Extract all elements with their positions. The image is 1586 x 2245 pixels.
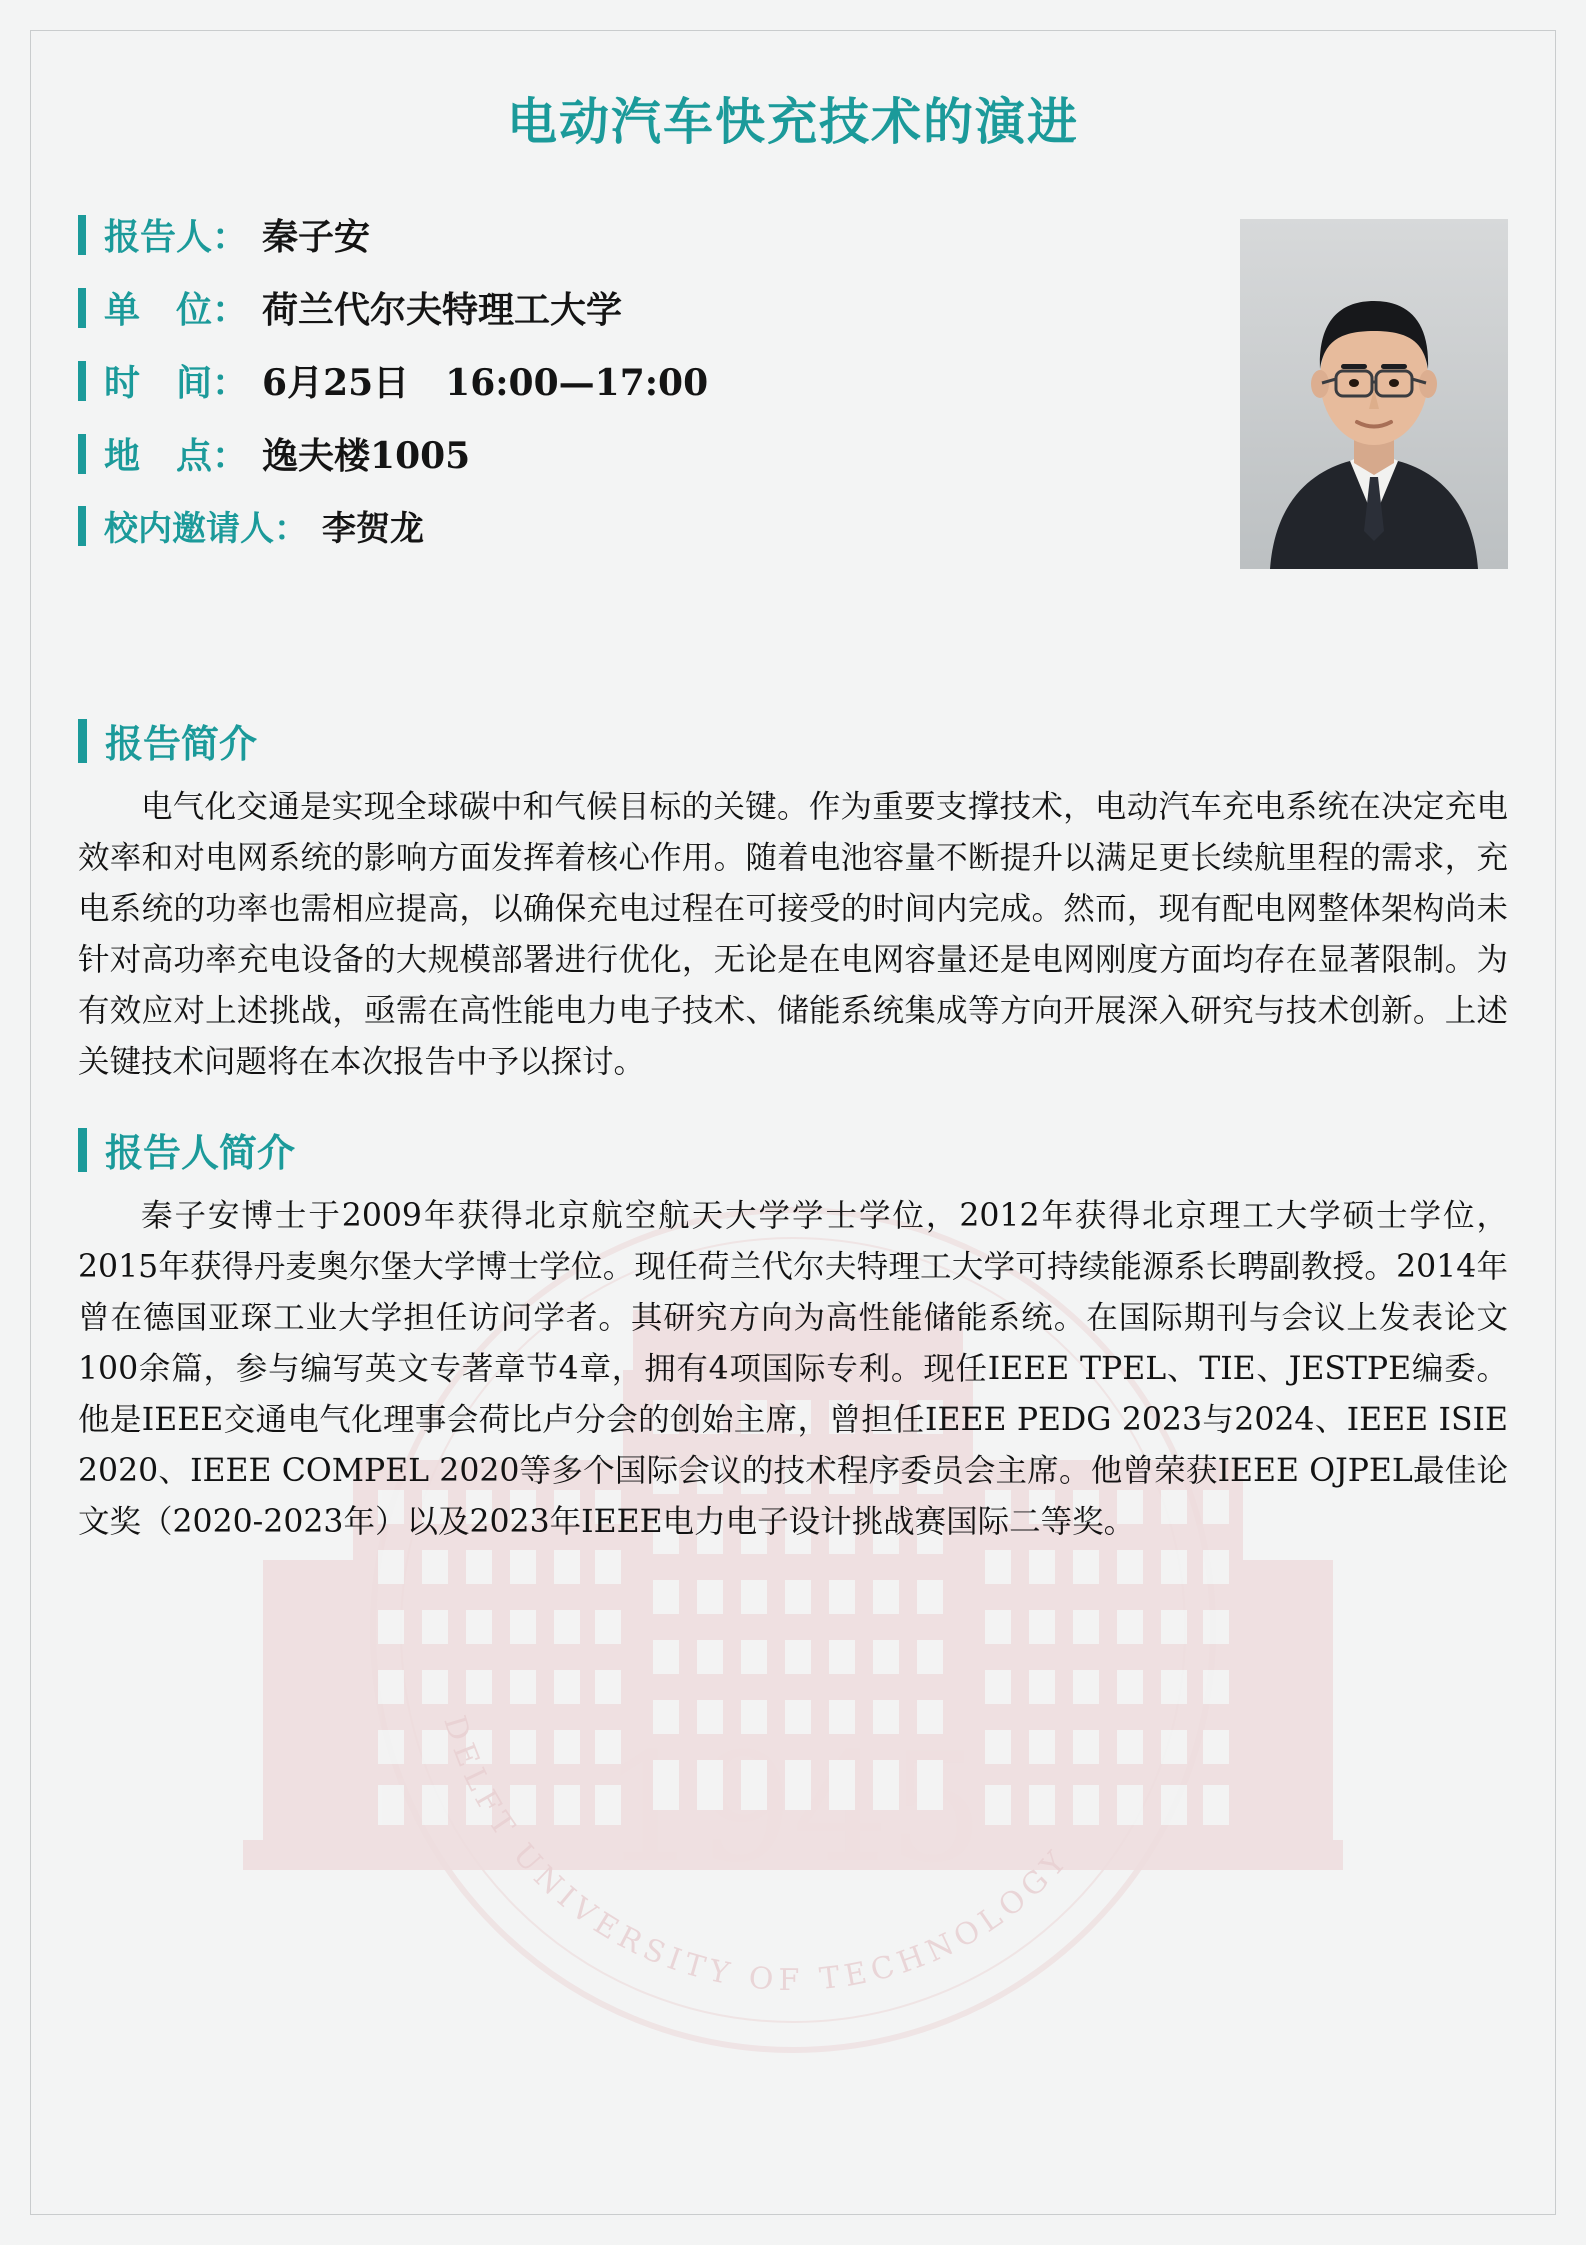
svg-text:1945: 1945 — [602, 1722, 984, 1896]
info-lines — [78, 209, 1058, 550]
bio-paragraph: 秦子安博士于2009年获得北京航空航天大学学士学位，2012年获得北京理工大学硕士学位，2015年获得丹麦奥尔堡大学博士学位。现任荷兰代尔夫特理工大学可持续能源系长聘副教授。2014年曾在德国亚琛工业大学担任访问学者。其研究方向为高性能储能系统。在国际期刊与会议上发表论文100余篇，参与编写英文专著章节4章，拥有4项国际专利。现任IEEE TPEL、TIE、JESTPE编委。他是IEEE交通电气化理事会荷比卢分会的创始主席，曾担任IEEE PEDG 2023与2024、IEEE ISIE 2020、IEEE COMPEL 2020等多个国际会议的技术程序委员会主席。他曾荣获IEEE OJPEL最佳论文奖（2020-2023年）以及2023年IEEE电力电子设计挑战赛国际二等奖。 — [78, 1198, 1508, 1541]
info-label-time: 时 间： — [104, 362, 249, 404]
info-row-location — [78, 428, 1058, 479]
svg-text:DELFT UNIVERSITY OF TECHNOLOGY — [436, 1712, 1077, 1998]
accent-bar-icon — [78, 719, 87, 763]
info-label-affiliation: 单 位： — [104, 289, 249, 331]
section-heading-abstract — [78, 713, 1508, 768]
section-heading-bio — [78, 1122, 1508, 1177]
info-row-affiliation — [78, 282, 1058, 333]
speaker-portrait — [1240, 219, 1508, 569]
info-value-affiliation: 荷兰代尔夫特理工大学 — [262, 289, 623, 331]
section-title-bio: 报告人简介 — [105, 1130, 296, 1176]
info-row-time — [78, 355, 1058, 406]
info-row-speaker — [78, 209, 1058, 260]
info-value-location: 逸夫楼1005 — [262, 435, 471, 477]
info-row-inviter — [78, 501, 1058, 550]
accent-bar-icon — [78, 506, 86, 546]
info-value-inviter: 李贺龙 — [322, 509, 424, 549]
page-title: 电动汽车快充技术的演进 — [507, 92, 1079, 151]
info-value-time: 6月25日 16:00—17:00 — [262, 362, 709, 404]
accent-bar-icon — [78, 361, 86, 401]
accent-bar-icon — [78, 1128, 87, 1172]
abstract-paragraph: 电气化交通是实现全球碳中和气候目标的关键。作为重要支撑技术，电动汽车充电系统在决定充电效率和对电网系统的影响方面发挥着核心作用。随着电池容量不断提升以满足更长续航里程的需求，充电系统的功率也需相应提高，以确保充电过程在可接受的时间内完成。然而，现有配电网整体架构尚未针对高功率充电设备的大规模部署进行优化，无论是在电网容量还是电网刚度方面均存在显著限制。为有效应对上述挑战，亟需在高性能电力电子技术、储能系统集成等方向开展深入研究与技术创新。上述关键技术问题将在本次报告中予以探讨。 — [78, 789, 1508, 1081]
info-value-speaker: 秦子安 — [262, 216, 371, 258]
speaker-info-block — [78, 209, 1508, 679]
accent-bar-icon — [78, 434, 86, 474]
info-label-inviter: 校内邀请人： — [104, 509, 308, 549]
section-title-abstract: 报告简介 — [105, 721, 258, 766]
accent-bar-icon — [78, 215, 86, 255]
info-label-speaker: 报告人： — [104, 216, 249, 258]
accent-bar-icon — [78, 288, 86, 328]
seal-outer-text: DELFT UNIVERSITY OF TECHNOLOGY — [436, 1711, 1078, 1999]
info-label-location: 地 点： — [104, 435, 249, 477]
